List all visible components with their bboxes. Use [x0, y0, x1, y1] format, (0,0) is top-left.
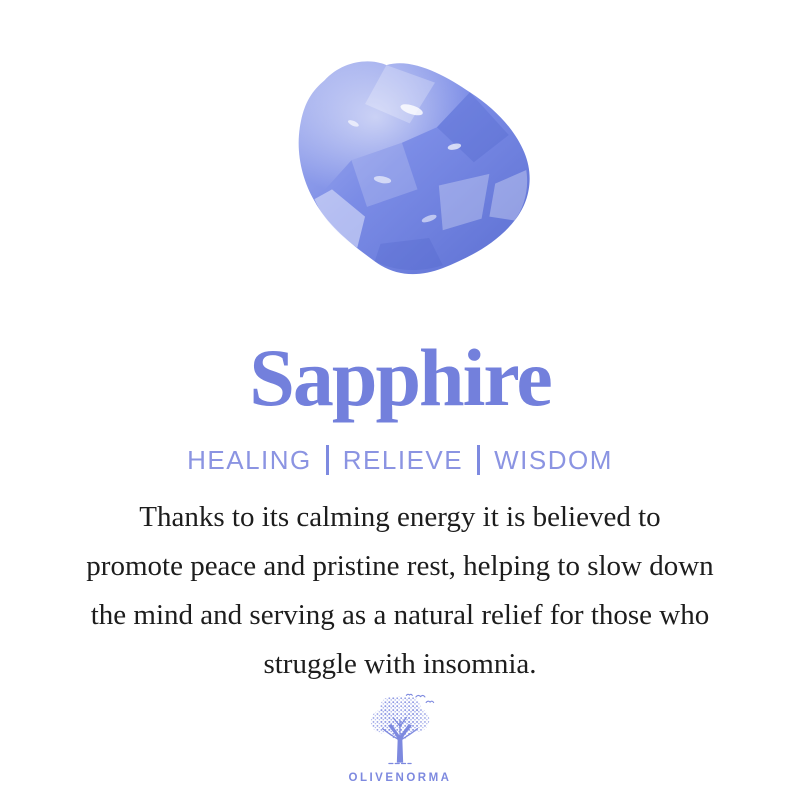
brand-name: OLIVENORMA: [348, 772, 452, 784]
sapphire-stone-icon: [264, 52, 536, 288]
keyword-healing: HEALING: [187, 445, 312, 475]
keyword-relieve: RELIEVE: [342, 445, 464, 475]
description-line: struggle with insomnia.: [263, 648, 537, 680]
page-title: Sapphire: [249, 332, 551, 423]
separator-bar: [477, 445, 480, 475]
description-line: the mind and serving as a natural relief for those who: [90, 599, 710, 631]
description-text: [86, 493, 713, 689]
keywords-subtitle: [187, 445, 613, 475]
olive-tree-icon: [356, 693, 444, 769]
description-line: Thanks to its calming energy it is believed to: [139, 501, 661, 533]
sapphire-stone-image: [264, 52, 536, 288]
separator-bar: [326, 445, 329, 475]
brand-logo: [349, 693, 452, 784]
description-line: promote peace and pristine rest, helping to slow down: [86, 550, 714, 582]
keyword-wisdom: WISDOM: [494, 445, 613, 475]
